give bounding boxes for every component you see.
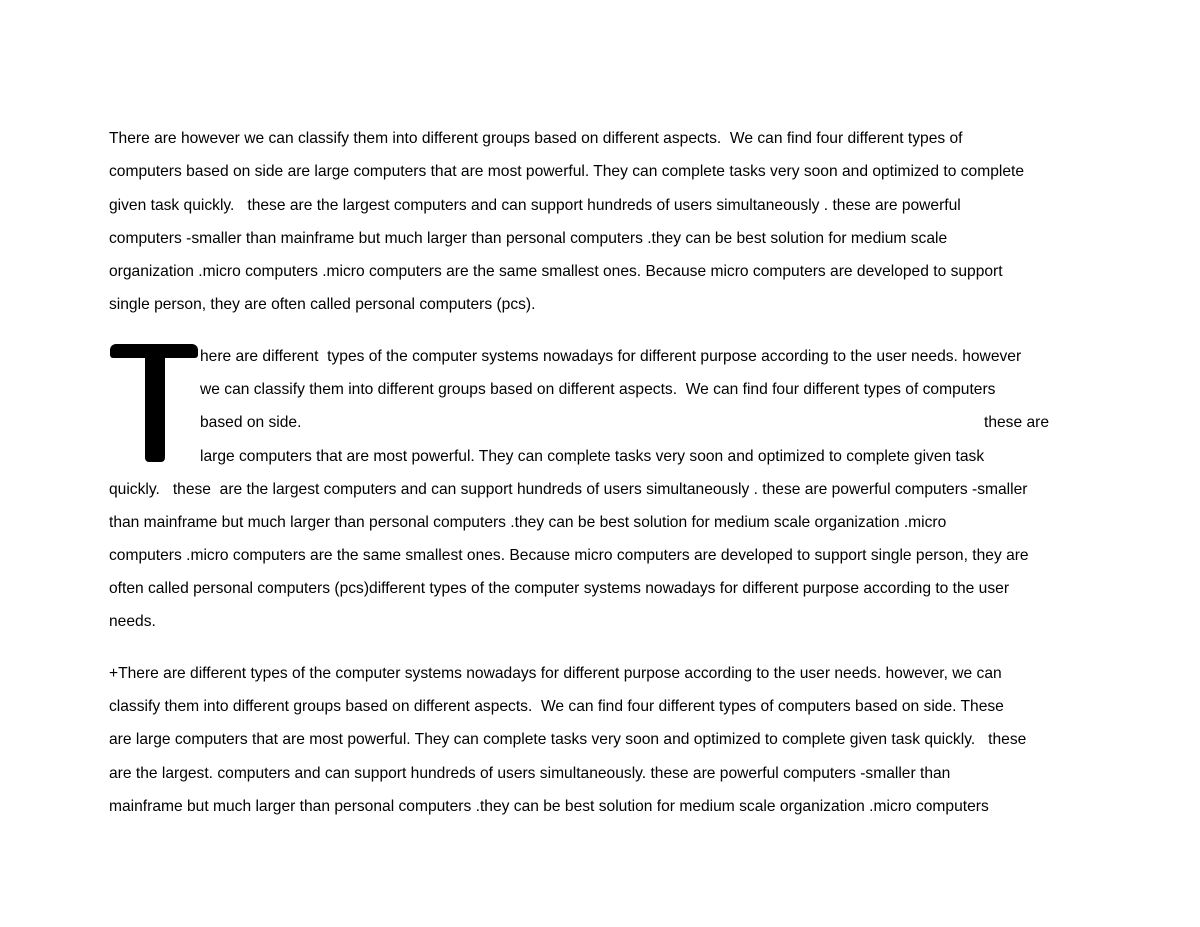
text-line: classify them into different groups based on different aspects. We can find four different types of computers based on side. These bbox=[109, 698, 1004, 715]
text-line: computers .micro computers are the same smallest ones. Because micro computers are developed to support single person, they are bbox=[109, 547, 1029, 564]
text-line: here are different types of the computer systems nowadays for different purpose according to the user needs. however bbox=[200, 348, 1022, 365]
text-line: based on side. bbox=[200, 414, 302, 431]
text-line: large computers that are most powerful. They can complete tasks very soon and optimized to complete given task bbox=[200, 448, 985, 465]
text-line: mainframe but much larger than personal computers .they can be best solution for medium scale organization .micro computers bbox=[109, 798, 989, 815]
text-line: often called personal computers (pcs)different types of the computer systems nowadays for different purpose according to the user bbox=[109, 580, 1010, 597]
text-line: are the largest. computers and can support hundreds of users simultaneously. these are powerful computers -smaller than bbox=[109, 765, 951, 782]
text-line: There are however we can classify them into different groups based on different aspects. We can find four different types of bbox=[109, 130, 963, 147]
text-line: than mainframe but much larger than personal computers .they can be best solution for medium scale organization .micro bbox=[109, 514, 947, 531]
text-line: computers -smaller than mainframe but much larger than personal computers .they can be best solution for medium scale bbox=[109, 230, 948, 247]
text-line: needs. bbox=[109, 613, 156, 630]
text-line: given task quickly. these are the largest computers and can support hundreds of users simultaneously . these are powerful bbox=[109, 197, 961, 214]
text-line: +There are different types of the computer systems nowadays for different purpose according to the user needs. however, we can bbox=[109, 665, 1002, 682]
text-line: organization .micro computers .micro computers are the same smallest ones. Because micro computers are developed to support bbox=[109, 263, 1003, 280]
drop-cap-stem bbox=[145, 352, 165, 462]
text-line: these are bbox=[984, 414, 1050, 431]
drop-cap-letter bbox=[108, 342, 202, 464]
text-line: we can classify them into different groups based on different aspects. We can find four different types of computers bbox=[200, 381, 996, 398]
text-line: computers based on side are large computers that are most powerful. They can complete tasks very soon and optimized to complete bbox=[109, 163, 1025, 180]
drop-cap-glyph bbox=[108, 342, 109, 343]
text-line: single person, they are often called personal computers (pcs). bbox=[109, 296, 536, 313]
text-line: are large computers that are most powerful. They can complete tasks very soon and optimized to complete given task quickly. these bbox=[109, 731, 1027, 748]
text-line: quickly. these are the largest computers and can support hundreds of users simultaneously . these are powerful computers -smaller bbox=[109, 481, 1028, 498]
